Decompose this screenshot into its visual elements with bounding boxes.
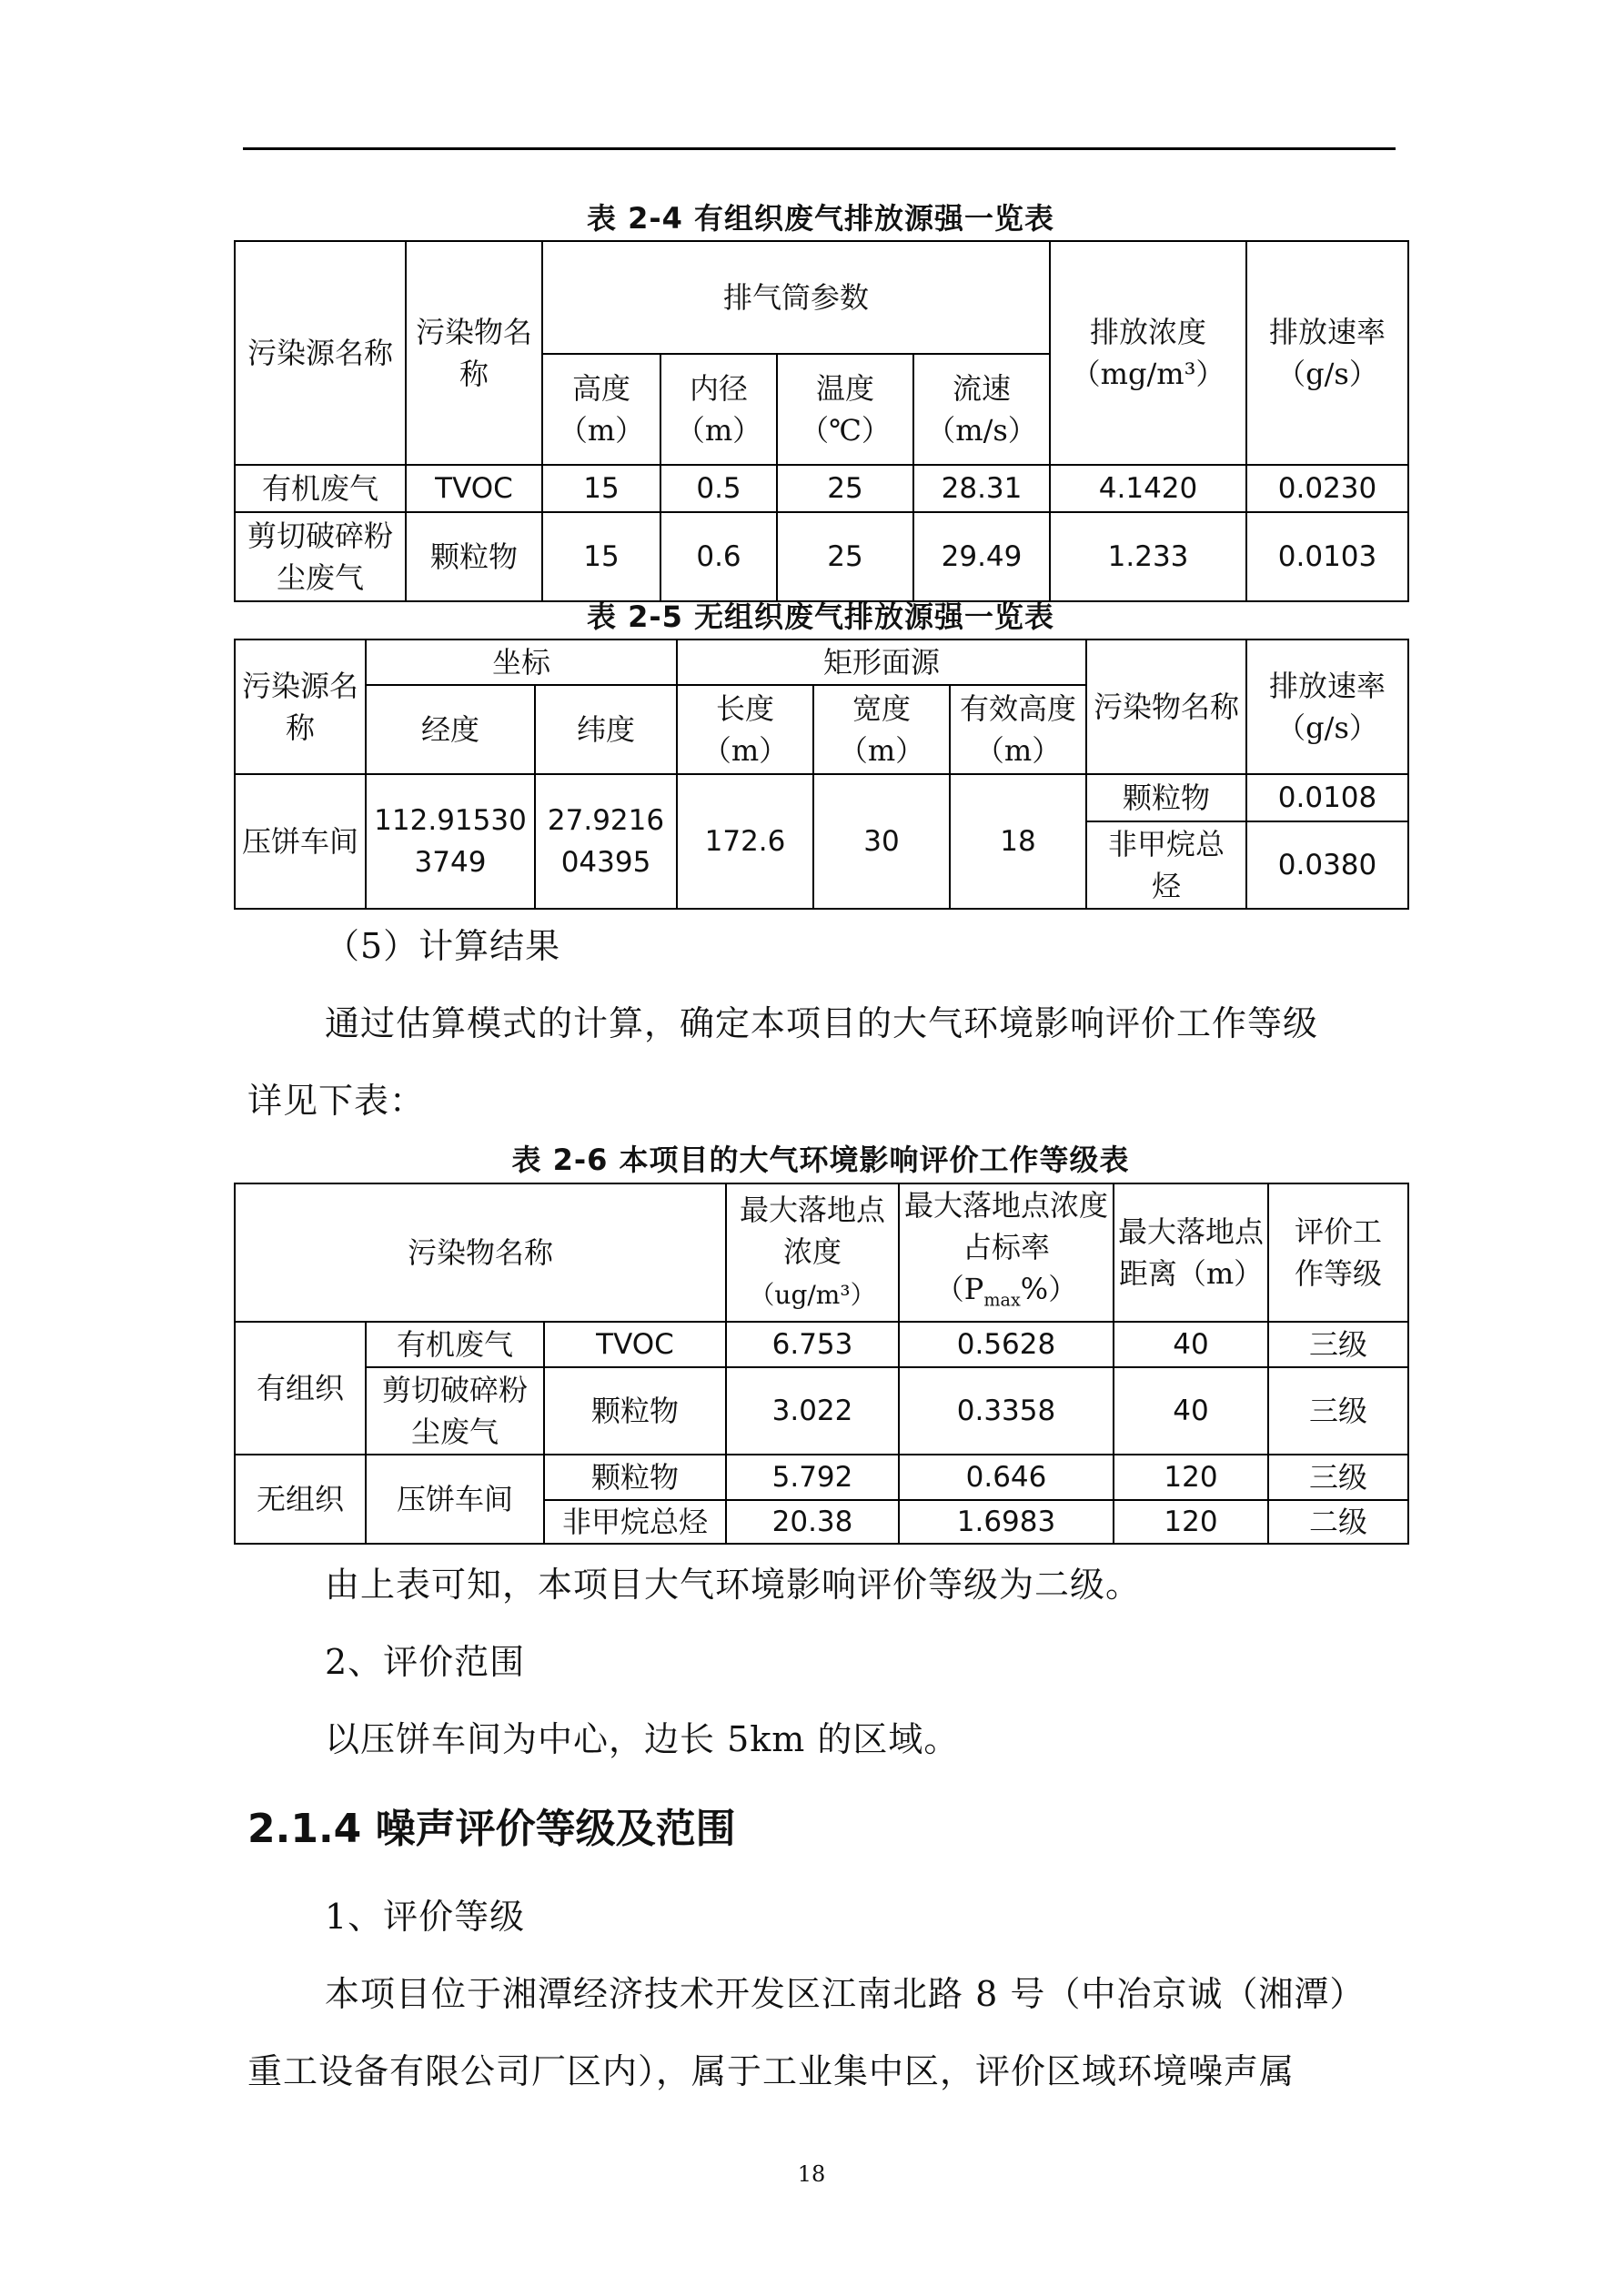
cell-source: 剪切破碎粉尘废气 <box>235 512 406 601</box>
col-header-velocity: 流速（m/s） <box>913 354 1050 465</box>
cell-pollutant: 非甲烷总烃 <box>544 1500 726 1544</box>
col-header-length: 长度（m） <box>677 685 813 774</box>
cell-pollutant: 非甲烷总烃 <box>1086 821 1246 909</box>
para-grade-title: 1、评价等级 <box>325 1897 526 1937</box>
cell-pollutant: TVOC <box>544 1322 726 1367</box>
cell-dist: 40 <box>1114 1322 1268 1367</box>
para-scope: 以压饼车间为中心，边长 5km 的区域。 <box>325 1719 960 1759</box>
cell-group: 无组织 <box>235 1455 366 1544</box>
cell-grade: 三级 <box>1268 1322 1408 1367</box>
cell-rate: 0.0380 <box>1246 821 1408 909</box>
col-header-rate: 排放速率（g/s） <box>1246 639 1408 774</box>
col-header-source: 污染源名称 <box>235 639 366 774</box>
cell-grade: 二级 <box>1268 1500 1408 1544</box>
cell-velocity: 29.49 <box>913 512 1050 601</box>
cell-conc: 1.233 <box>1050 512 1246 601</box>
cell-rate: 0.0230 <box>1246 465 1408 512</box>
cell-height: 15 <box>542 512 660 601</box>
table-2-6 <box>234 1183 1409 1545</box>
col-header-maxconc <box>726 1183 899 1322</box>
table-row <box>235 1322 1408 1367</box>
para-scope-title: 2、评价范围 <box>325 1642 526 1682</box>
cell-dist: 120 <box>1114 1500 1268 1544</box>
col-header-source: 污染源名称 <box>235 241 406 465</box>
cell-eff-height: 18 <box>950 774 1086 909</box>
col-header-ratio <box>899 1183 1114 1322</box>
cell-rate: 0.0103 <box>1246 512 1408 601</box>
ratio-label: 最大落地点浓度占标率 <box>903 1188 1108 1264</box>
cell-ratio: 1.6983 <box>899 1500 1114 1544</box>
table-row <box>235 512 1408 601</box>
col-header-rect: 矩形面源 <box>677 639 1086 685</box>
table-row <box>235 465 1408 512</box>
cell-pollutant: TVOC <box>406 465 542 512</box>
cell-ratio: 0.3358 <box>899 1367 1114 1455</box>
cell-width: 30 <box>813 774 950 909</box>
ratio-symbol-open: （P <box>934 1272 984 1306</box>
cell-diameter: 0.5 <box>660 465 777 512</box>
cell-grade: 三级 <box>1268 1455 1408 1500</box>
cell-source: 剪切破碎粉尘废气 <box>366 1367 544 1455</box>
maxconc-label: 最大落地点浓度 <box>739 1193 885 1270</box>
col-header-pollutant: 污染物名称 <box>1086 639 1246 774</box>
page-number: 18 <box>797 2161 826 2187</box>
cell-ratio: 0.5628 <box>899 1322 1114 1367</box>
col-header-rate: 排放速率（g/s） <box>1246 241 1408 465</box>
col-header-diameter: 内径（m） <box>660 354 777 465</box>
col-header-stack: 排气筒参数 <box>542 241 1050 354</box>
cell-dist: 120 <box>1114 1455 1268 1500</box>
col-header-eff-height: 有效高度（m） <box>950 685 1086 774</box>
cell-group: 有组织 <box>235 1322 366 1455</box>
col-header-width: 宽度（m） <box>813 685 950 774</box>
cell-source: 有机废气 <box>235 465 406 512</box>
para-estimate-line1: 通过估算模式的计算，确定本项目的大气环境影响评价工作等级 <box>325 1003 1319 1043</box>
cell-height: 15 <box>542 465 660 512</box>
col-header-coord: 坐标 <box>366 639 677 685</box>
table-row <box>235 1367 1408 1455</box>
cell-temp: 25 <box>777 512 913 601</box>
cell-length: 172.6 <box>677 774 813 909</box>
col-header-dist: 最大落地点距离（m） <box>1114 1183 1268 1322</box>
cell-dist: 40 <box>1114 1367 1268 1455</box>
table-2-4 <box>234 240 1409 602</box>
cell-temp: 25 <box>777 465 913 512</box>
table-2-4-caption: 表 2-4 有组织废气排放源强一览表 <box>586 201 1055 236</box>
table-2-5 <box>234 639 1409 910</box>
cell-source: 压饼车间 <box>235 774 366 909</box>
cell-grade: 三级 <box>1268 1367 1408 1455</box>
table-row <box>235 774 1408 821</box>
para-conclusion: 由上表可知，本项目大气环境影响评价等级为二级。 <box>325 1565 1142 1605</box>
col-header-conc: 排放浓度（mg/m³） <box>1050 241 1246 465</box>
cell-rate: 0.0108 <box>1246 774 1408 821</box>
cell-conc: 4.1420 <box>1050 465 1246 512</box>
cell-pollutant: 颗粒物 <box>406 512 542 601</box>
ratio-symbol-sub: max <box>983 1289 1021 1311</box>
para-estimate-line2: 详见下表： <box>247 1081 426 1121</box>
section-heading-2-1-4: 2.1.4 噪声评价等级及范围 <box>247 1806 736 1852</box>
col-header-lon: 经度 <box>366 685 535 774</box>
para-location-line2: 重工设备有限公司厂区内），属于工业集中区，评价区域环境噪声属 <box>247 2051 1295 2091</box>
cell-conc: 6.753 <box>726 1322 899 1367</box>
col-header-grade: 评价工作等级 <box>1268 1183 1408 1322</box>
table-2-5-caption: 表 2-5 无组织废气排放源强一览表 <box>586 599 1055 634</box>
cell-pollutant: 颗粒物 <box>1086 774 1246 821</box>
cell-ratio: 0.646 <box>899 1455 1114 1500</box>
cell-velocity: 28.31 <box>913 465 1050 512</box>
maxconc-unit: （ug/m³） <box>749 1280 876 1311</box>
cell-conc: 5.792 <box>726 1455 899 1500</box>
para-location-line1: 本项目位于湘潭经济技术开发区江南北路 8 号（中冶京诚（湘潭） <box>325 1974 1366 2014</box>
cell-lat: 27.921604395 <box>535 774 677 909</box>
col-header-name: 污染物名称 <box>235 1183 726 1322</box>
cell-conc: 20.38 <box>726 1500 899 1544</box>
col-header-lat: 纬度 <box>535 685 677 774</box>
header-rule <box>243 147 1396 150</box>
table-2-6-caption: 表 2-6 本项目的大气环境影响评价工作等级表 <box>511 1143 1130 1177</box>
cell-diameter: 0.6 <box>660 512 777 601</box>
para-calc-result: （5）计算结果 <box>325 926 561 966</box>
cell-source: 压饼车间 <box>366 1455 544 1544</box>
col-header-pollutant: 污染物名称 <box>406 241 542 465</box>
ratio-symbol-close: %） <box>1020 1272 1078 1306</box>
cell-pollutant: 颗粒物 <box>544 1455 726 1500</box>
table-row <box>235 1455 1408 1500</box>
col-header-height: 高度（m） <box>542 354 660 465</box>
cell-conc: 3.022 <box>726 1367 899 1455</box>
cell-pollutant: 颗粒物 <box>544 1367 726 1455</box>
cell-source: 有机废气 <box>366 1322 544 1367</box>
cell-lon: 112.915303749 <box>366 774 535 909</box>
col-header-temp: 温度（℃） <box>777 354 913 465</box>
